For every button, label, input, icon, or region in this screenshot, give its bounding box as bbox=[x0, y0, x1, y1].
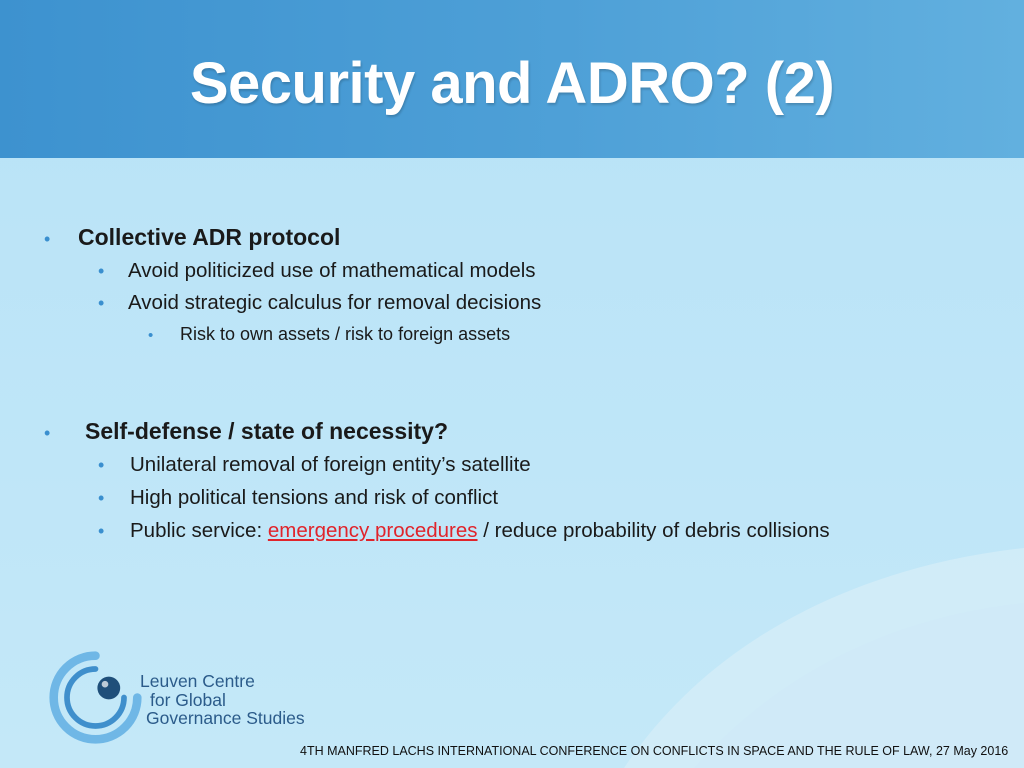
bullet-self-defense bbox=[44, 418, 448, 445]
logo-line-3: Governance Studies bbox=[146, 708, 305, 728]
logo-wordmark bbox=[140, 672, 305, 728]
bullet-dot: • bbox=[98, 455, 105, 475]
slide-title: Security and ADRO? (2) bbox=[189, 51, 835, 116]
bullet-dot: • bbox=[98, 293, 105, 313]
logo-line-2: for Global bbox=[150, 689, 226, 710]
bullet-dot: • bbox=[148, 327, 154, 344]
subbullet-public-service bbox=[98, 519, 830, 543]
subbullet-politicized-models bbox=[98, 259, 536, 283]
item-political-tensions: High political tensions and risk of conflict bbox=[130, 486, 499, 509]
emergency-procedures-link[interactable]: emergency procedures bbox=[267, 519, 478, 542]
item-risk-assets: Risk to own assets / risk to foreign assets bbox=[180, 324, 511, 344]
conference-footer: 4TH MANFRED LACHS INTERNATIONAL CONFERENCE ON CONFLICTS IN SPACE AND THE RULE OF LAW, 27 May 2016 bbox=[300, 744, 1009, 758]
subbullet-strategic-calculus bbox=[98, 291, 541, 315]
bullet-dot: • bbox=[98, 521, 105, 541]
bullet-dot: • bbox=[44, 423, 51, 443]
item-strategic-calculus: Avoid strategic calculus for removal decisions bbox=[128, 291, 542, 314]
bullet-collective-adr bbox=[44, 224, 340, 251]
leuven-centre-logo-icon bbox=[48, 650, 143, 745]
item-unilateral-removal: Unilateral removal of foreign entity’s satellite bbox=[130, 453, 531, 476]
subbullet-unilateral-removal bbox=[98, 453, 531, 477]
item-politicized-models: Avoid politicized use of mathematical models bbox=[128, 259, 536, 282]
logo-line-1: Leuven Centre bbox=[140, 671, 255, 691]
subbullet-political-tensions bbox=[98, 486, 498, 510]
bullet-dot: • bbox=[98, 488, 105, 508]
heading-collective-adr: Collective ADR protocol bbox=[78, 224, 341, 250]
bullet-dot: • bbox=[98, 261, 105, 281]
subsubbullet-risk-assets bbox=[148, 324, 510, 345]
item-public-service-prefix: Public service: bbox=[130, 519, 268, 542]
item-public-service-suffix: / reduce probability of debris collisions bbox=[477, 519, 830, 542]
heading-self-defense: Self-defense / state of necessity? bbox=[85, 418, 449, 444]
bullet-dot: • bbox=[44, 229, 51, 249]
